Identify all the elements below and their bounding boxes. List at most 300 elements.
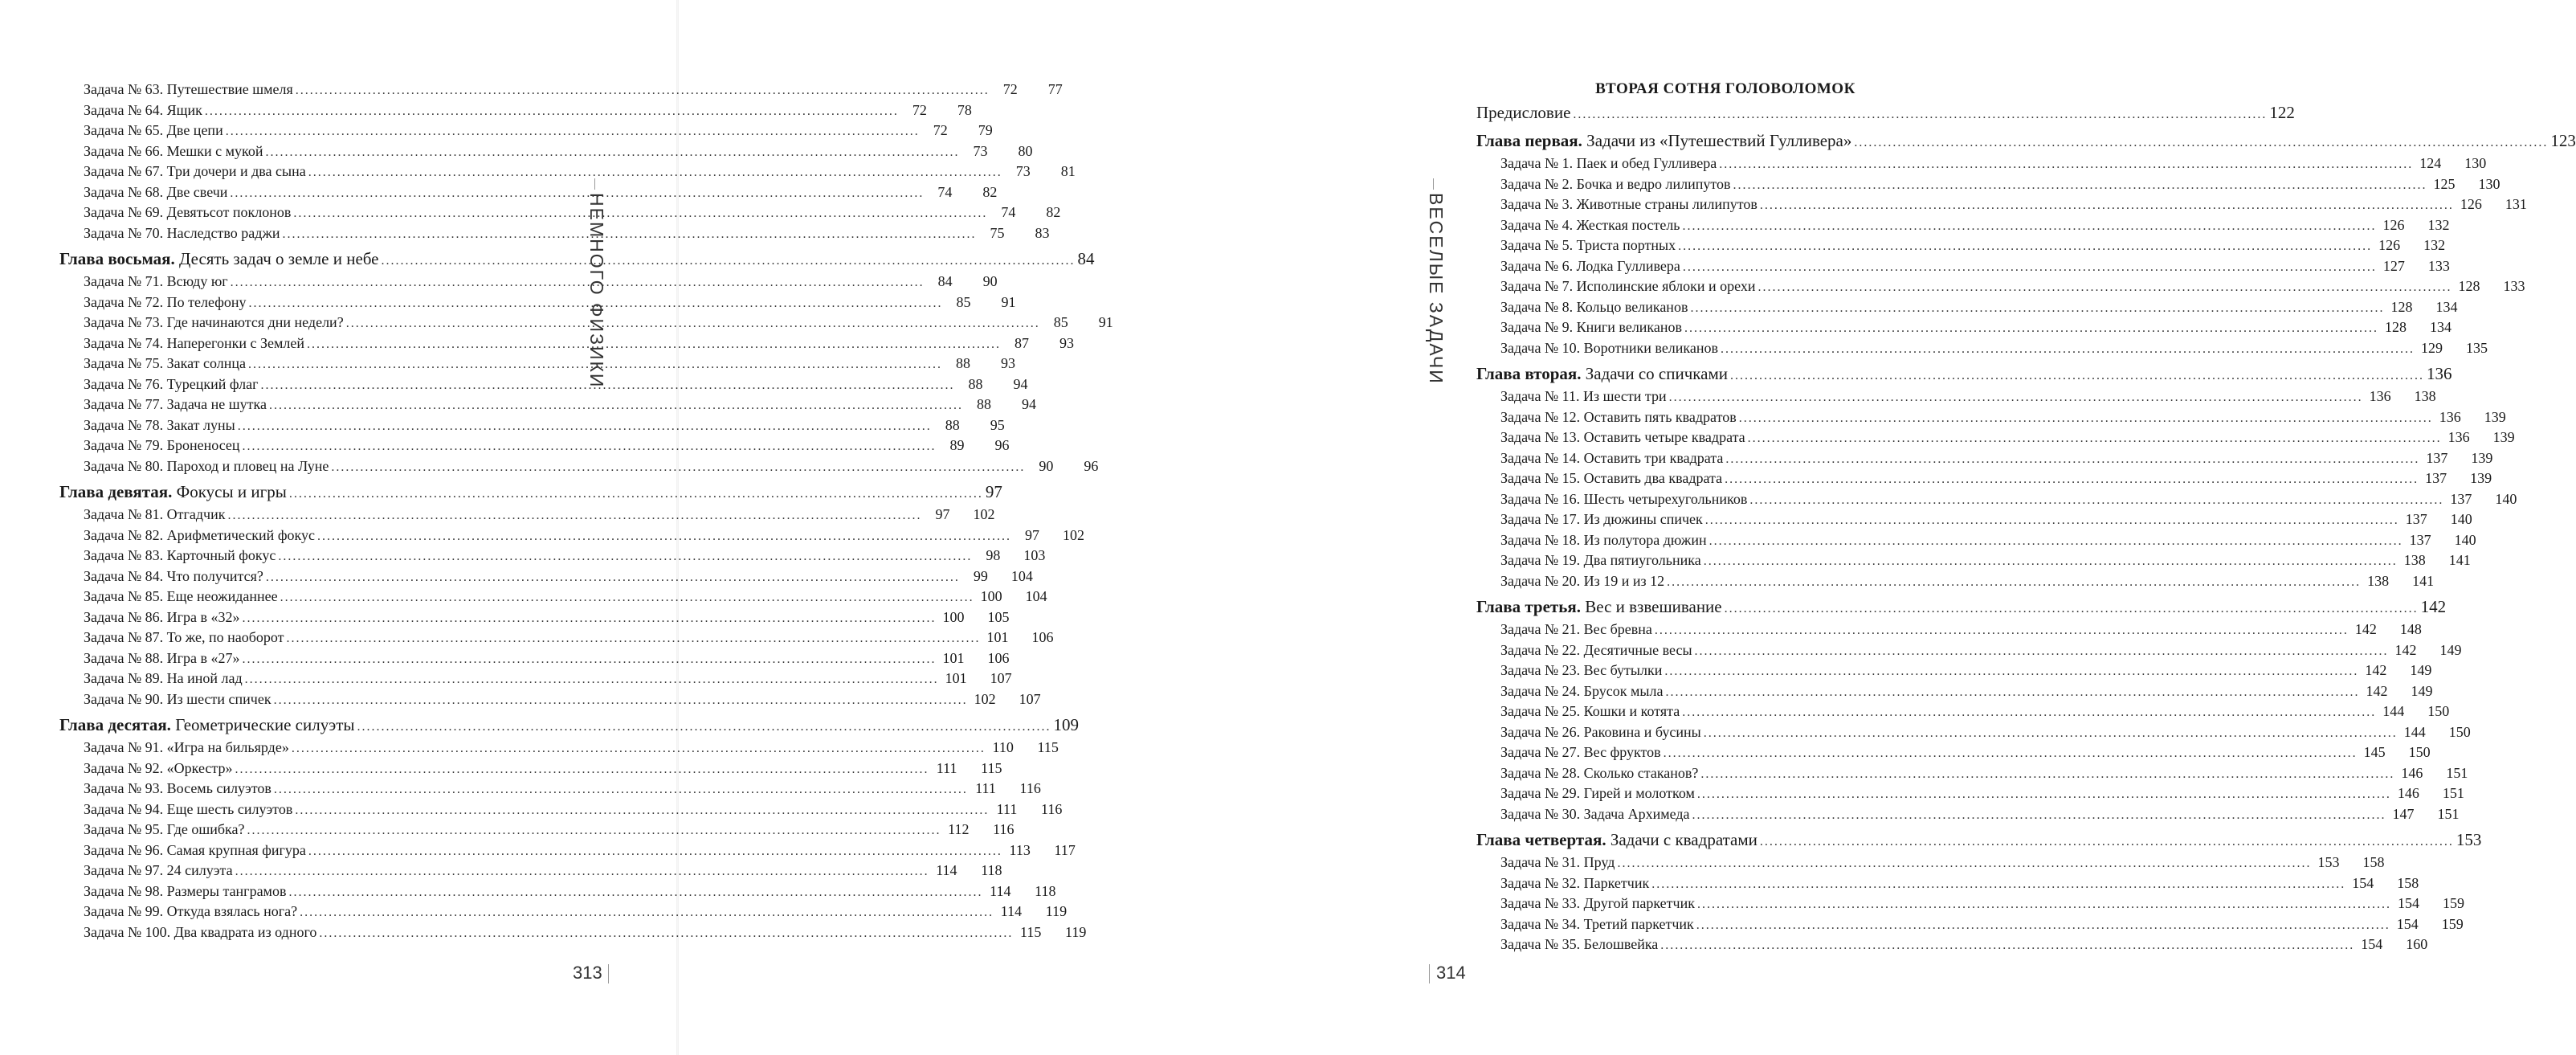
page-ref: 73 [1015, 163, 1031, 179]
answer-page-ref: 117 [1054, 841, 1076, 858]
toc-task-entry [1476, 744, 2431, 765]
toc-chapter-entry [1476, 131, 2576, 155]
right-page [679, 0, 2576, 1055]
answer-page-ref: 118 [1035, 882, 1056, 899]
entry-title: Задача № 24. Брусок мыла [1500, 682, 1664, 699]
dot-leader [1851, 136, 2550, 150]
toc-task-entry [59, 629, 1054, 650]
page-ref: 111 [996, 800, 1018, 817]
entry-title: Задача № 70. Наследство раджи [84, 224, 280, 241]
entry-title: Задача № 63. Путешествие шмеля [84, 81, 293, 97]
page-ref: 72 [1002, 81, 1018, 97]
page-ref: 126 [2460, 196, 2482, 212]
dot-leader [1662, 664, 2361, 679]
answer-page-ref: 96 [1084, 457, 1099, 474]
table-of-contents [1476, 80, 2576, 957]
page-ref: 73 [973, 142, 988, 159]
answer-page-ref: 116 [1019, 780, 1041, 796]
answer-page-ref: 91 [1001, 293, 1016, 310]
toc-task-entry [59, 526, 1084, 548]
entry-title: Задача № 5. Триста портных [1500, 237, 1676, 253]
entry-title [59, 249, 379, 269]
answer-page-ref: 135 [2466, 339, 2488, 356]
left-page [0, 0, 1113, 1055]
dot-leader [1663, 685, 2362, 700]
toc-task-entry [1476, 764, 2468, 786]
toc-task-entry [59, 204, 1061, 225]
dot-leader [1698, 767, 2397, 782]
toc-task-entry [1476, 662, 2432, 683]
answer-page-ref: 139 [2484, 408, 2506, 425]
toc-task-entry [1476, 531, 2476, 553]
page-number: 313 [573, 963, 602, 983]
page-ref: 153 [2456, 830, 2482, 849]
page-ref: 146 [2401, 764, 2423, 781]
toc-chapter-entry [1476, 364, 2452, 388]
section-title: ВТОРАЯ СОТНЯ ГОЛОВОЛОМОК [1595, 80, 1855, 97]
dot-leader [1745, 431, 2444, 446]
dot-leader [1722, 472, 2421, 487]
page-ref: 72 [912, 101, 927, 118]
page-ref: 88 [976, 396, 991, 412]
toc-task-entry [1476, 449, 2493, 471]
dot-leader [1692, 644, 2391, 659]
entry-title: Задача № 89. На иной лад [84, 670, 243, 686]
page-ref: 72 [933, 122, 948, 138]
page-ref: 74 [1001, 204, 1016, 220]
entry-title: Задача № 69. Девятьсот поклонов [84, 204, 292, 220]
page-ref: 101 [986, 629, 1009, 645]
toc-task-entry [1476, 572, 2435, 594]
toc-chapter-entry [1476, 830, 2482, 854]
toc-task-entry [1476, 155, 2487, 176]
answer-page-ref: 94 [1013, 375, 1028, 392]
answer-page-ref: 95 [990, 416, 1005, 433]
dot-leader [1718, 342, 2417, 357]
page-ref: 142 [2366, 682, 2388, 699]
toc-task-entry [59, 800, 1063, 822]
toc-task-entry [59, 690, 1041, 712]
running-head: ВЕСЕЛЫЕ ЗАДАЧИ [1426, 193, 1447, 385]
toc-task-entry [1476, 785, 2464, 806]
chapter-number: Глава девятая. [59, 482, 173, 501]
dot-leader [1717, 157, 2415, 172]
page-ref: 101 [945, 670, 967, 686]
toc-preface-entry [1476, 103, 2295, 127]
answer-page-ref: 140 [2495, 490, 2517, 507]
toc-task-entry [1476, 805, 2460, 827]
page-ref: 138 [2367, 572, 2390, 589]
entry-title: Задача № 86. Игра в «32» [84, 608, 240, 625]
toc-task-entry [59, 457, 1099, 479]
toc-task-entry [1476, 216, 2450, 238]
answer-page-ref: 151 [2446, 764, 2468, 781]
entry-title: Задача № 16. Шесть четырехугольников [1500, 490, 1748, 507]
entry-title: Задача № 93. Восемь силуэтов [84, 780, 271, 796]
entry-title: Задача № 35. Белошвейка [1500, 936, 1659, 952]
page-ref: 100 [942, 608, 965, 625]
entry-title [1476, 131, 1851, 151]
page-ref: 129 [2421, 339, 2443, 356]
toc-task-entry [1476, 511, 2472, 532]
page-ref: 126 [2382, 216, 2405, 233]
entry-title: Задача № 2. Бочка и ведро лилипутов [1500, 175, 1731, 192]
answer-page-ref: 106 [987, 649, 1010, 666]
answer-page-ref: 134 [2435, 298, 2458, 315]
toc-task-entry [59, 608, 1010, 630]
answer-page-ref: 151 [2437, 805, 2460, 822]
entry-title: Задача № 91. «Игра на бильярде» [84, 739, 289, 755]
dot-leader [1695, 898, 2394, 912]
toc-task-entry [1476, 175, 2500, 197]
answer-page-ref: 148 [2399, 621, 2422, 637]
dot-leader [1570, 108, 2269, 122]
answer-page-ref: 139 [2470, 470, 2492, 486]
page-ref: 85 [1053, 314, 1068, 330]
folio-rule [608, 964, 609, 983]
dot-leader [1649, 877, 2348, 892]
page-ref: 114 [1000, 903, 1023, 919]
toc-chapter-entry [59, 715, 1080, 739]
toc-chapter-entry [59, 482, 1002, 506]
answer-page-ref: 150 [2408, 744, 2431, 760]
toc-task-entry [59, 841, 1076, 863]
entry-title: Задача № 14. Оставить три квадрата [1500, 449, 1724, 466]
page-ref: 122 [2269, 103, 2295, 122]
page-ref: 88 [956, 355, 971, 371]
entry-title: Задача № 34. Третий паркетчик [1500, 915, 1694, 932]
dot-leader [1667, 391, 2366, 405]
toc-task-entry [1476, 552, 2471, 573]
answer-page-ref: 102 [1062, 526, 1084, 543]
dot-leader [1676, 239, 2374, 254]
entry-title [1476, 597, 1722, 617]
chapter-title: Задачи из «Путешествий Гулливера» [1586, 131, 1852, 150]
entry-title: Задача № 11. Из шести три [1500, 388, 1667, 404]
toc-task-entry [1476, 936, 2428, 957]
dot-leader [1682, 321, 2381, 336]
page-ref: 142 [2365, 662, 2387, 678]
page-ref: 153 [2317, 854, 2340, 870]
answer-page-ref: 82 [982, 183, 998, 200]
dot-leader [1694, 918, 2393, 933]
toc-task-entry [59, 780, 1041, 801]
entry-title [59, 482, 287, 502]
page-ref: 97 [935, 506, 950, 522]
answer-page-ref: 116 [993, 821, 1014, 837]
toc-chapter-entry [1476, 597, 2447, 621]
chapter-title: Геометрические силуэты [175, 715, 355, 734]
page-ref: 85 [956, 293, 971, 310]
answer-page-ref: 141 [2448, 552, 2471, 568]
entry-title: Задача № 1. Паек и обед Гулливера [1500, 155, 1717, 171]
chapter-number: Глава восьмая. [59, 249, 175, 268]
toc-task-entry [1476, 319, 2452, 340]
page-ref: 154 [2396, 915, 2419, 932]
entry-title: Задача № 77. Задача не шутка [84, 396, 267, 412]
page-ref: 74 [937, 183, 953, 200]
entry-title: Задача № 31. Пруд [1500, 854, 1615, 870]
page-ref: 87 [1014, 334, 1029, 351]
page-ref: 128 [2385, 319, 2407, 335]
entry-title: Задача № 95. Где ошибка? [84, 821, 245, 837]
toc-task-entry [59, 122, 993, 143]
answer-page-ref: 93 [1059, 334, 1074, 351]
page-ref: 100 [980, 588, 1002, 604]
entry-title: Задача № 26. Раковина и бусины [1500, 723, 1701, 740]
toc-task-entry [1476, 641, 2462, 663]
page-ref: 112 [948, 821, 970, 837]
entry-title: Задача № 33. Другой паркетчик [1500, 895, 1695, 911]
page-ref: 138 [2403, 552, 2426, 568]
answer-page-ref: 140 [2450, 511, 2472, 527]
answer-page-ref: 133 [2427, 257, 2450, 274]
answer-page-ref: 132 [2423, 237, 2446, 253]
entry-title: Задача № 75. Закат солнца [84, 355, 247, 371]
toc-task-entry [1476, 388, 2436, 409]
entry-title: Задача № 71. Всюду юг [84, 273, 228, 289]
entry-title: Задача № 92. «Оркестр» [84, 759, 233, 776]
toc-task-entry [1476, 257, 2450, 279]
answer-page-ref: 106 [1031, 629, 1054, 645]
entry-title: Задача № 100. Два квадрата из одного [84, 923, 317, 940]
toc-task-entry [1476, 621, 2422, 642]
dot-leader [1730, 178, 2429, 193]
entry-title: Задача № 17. Из дюжины спичек [1500, 511, 1703, 527]
running-head: НЕМНОГО ФИЗИКИ [586, 193, 607, 389]
page-ref: 125 [2433, 175, 2456, 192]
toc-task-entry [59, 649, 1010, 671]
chapter-title: Вес и взвешивание [1585, 597, 1722, 616]
answer-page-ref: 149 [2439, 641, 2462, 658]
answer-page-ref: 140 [2454, 531, 2476, 548]
toc-task-entry [1476, 237, 2446, 258]
dot-leader [1690, 808, 2389, 823]
page-ref: 136 [2426, 364, 2452, 383]
page-ref: 124 [2419, 155, 2442, 171]
entry-title: Задача № 74. Наперегонки с Землей [84, 334, 304, 351]
toc-task-entry [1476, 682, 2433, 704]
toc-task-entry [59, 759, 1002, 781]
page-ref: 142 [2394, 641, 2417, 658]
dot-leader [1703, 513, 2402, 528]
page-ref: 84 [1077, 249, 1095, 268]
entry-title: Задача № 19. Два пятиугольника [1500, 552, 1701, 568]
page-ref: 97 [985, 482, 1002, 501]
entry-title: Задача № 88. Игра в «27» [84, 649, 240, 666]
entry-title: Задача № 21. Вес бревна [1500, 621, 1652, 637]
answer-page-ref: 116 [1040, 800, 1063, 817]
toc-task-entry [59, 293, 1016, 315]
answer-page-ref: 83 [1035, 224, 1050, 241]
entry-title: Предисловие [1476, 103, 1571, 122]
page-ref: 97 [1024, 526, 1039, 543]
entry-title: Задача № 65. Две цепи [84, 122, 223, 138]
entry-title: Задача № 80. Пароход и пловец на Луне [84, 457, 329, 474]
dot-leader [1757, 198, 2456, 213]
entry-title: Задача № 30. Задача Архимеда [1500, 805, 1690, 822]
answer-page-ref: 151 [2442, 785, 2464, 801]
answer-page-ref: 139 [2492, 429, 2515, 445]
dot-leader [1652, 624, 2351, 638]
dot-leader [1728, 369, 2427, 383]
entry-title: Задача № 29. Гирей и молотком [1500, 785, 1695, 801]
page-ref: 142 [2420, 597, 2447, 616]
page-ref: 115 [1020, 923, 1042, 940]
toc-task-entry [59, 314, 1113, 335]
toc-task-entry [59, 396, 1036, 417]
answer-page-ref: 150 [2448, 723, 2471, 740]
answer-page-ref: 93 [1001, 355, 1016, 371]
answer-page-ref: 77 [1047, 81, 1063, 97]
entry-title: Задача № 20. Из 19 и из 12 [1500, 572, 1665, 589]
toc-task-entry [1476, 196, 2527, 217]
page-ref: 111 [936, 759, 957, 776]
chapter-title: Задачи со спичками [1585, 364, 1728, 383]
answer-page-ref: 132 [2427, 216, 2450, 233]
dot-leader [1723, 452, 2422, 467]
toc-task-entry [59, 547, 1046, 568]
page-ref: 128 [2390, 298, 2413, 315]
answer-page-ref: 102 [973, 506, 995, 522]
dot-leader [1701, 726, 2400, 741]
entry-title [59, 715, 355, 735]
entry-title: Задача № 66. Мешки с мукой [84, 142, 263, 159]
page-ref: 144 [2403, 723, 2426, 740]
page-ref: 102 [974, 690, 996, 707]
entry-title: Задача № 9. Книги великанов [1500, 319, 1683, 335]
answer-page-ref: 158 [2397, 874, 2419, 891]
entry-title: Задача № 32. Паркетчик [1500, 874, 1650, 891]
page-ref: 137 [2409, 531, 2431, 548]
entry-title: Задача № 18. Из полутора дюжин [1500, 531, 1707, 548]
chapter-title: Фокусы и игры [176, 482, 287, 501]
toc-task-entry [1476, 490, 2517, 512]
answer-page-ref: 94 [1021, 396, 1036, 412]
answer-page-ref: 119 [1045, 903, 1068, 919]
toc-task-entry [1476, 470, 2492, 491]
page-ref: 114 [990, 882, 1011, 899]
page-ref: 114 [936, 862, 957, 878]
entry-title: Задача № 3. Животные страны лилипутов [1500, 196, 1757, 212]
toc-task-entry [59, 334, 1074, 356]
entry-title: Задача № 90. Из шести спичек [84, 690, 271, 707]
page-ref: 84 [937, 273, 953, 289]
toc-task-entry [59, 375, 1028, 397]
toc-task-entry [59, 437, 1010, 458]
answer-page-ref: 141 [2412, 572, 2435, 589]
page-ref: 123 [2550, 131, 2576, 150]
entry-title: Задача № 7. Исполинские яблоки и орехи [1500, 278, 1756, 294]
toc-task-entry [59, 923, 1087, 945]
dot-leader [1688, 301, 2386, 316]
toc-task-entry [1476, 703, 2450, 724]
entry-title: Задача № 13. Оставить четыре квадрата [1500, 429, 1745, 445]
page-ref: 147 [2392, 805, 2415, 822]
answer-page-ref: 96 [994, 437, 1010, 453]
page-ref: 111 [975, 780, 996, 796]
answer-page-ref: 115 [1037, 739, 1059, 755]
page-ref: 101 [942, 649, 965, 666]
answer-page-ref: 160 [2406, 936, 2428, 952]
entry-title: Задача № 87. То же, по наоборот [84, 629, 284, 645]
entry-title [1476, 830, 1757, 850]
running-head-rule [1433, 178, 1434, 190]
page-ref: 136 [2447, 429, 2470, 445]
answer-page-ref: 107 [1019, 690, 1041, 707]
answer-page-ref: 139 [2471, 449, 2493, 466]
entry-title: Задача № 64. Ящик [84, 101, 202, 118]
answer-page-ref: 158 [2362, 854, 2385, 870]
answer-page-ref: 104 [1025, 588, 1047, 604]
dot-leader [1757, 835, 2456, 849]
answer-page-ref: 159 [2441, 915, 2464, 932]
chapter-title: Десять задач о земле и небе [179, 249, 379, 268]
page-ref: 99 [973, 567, 988, 584]
toc-task-entry [59, 183, 998, 205]
dot-leader [1615, 857, 2313, 871]
entry-title: Задача № 79. Броненосец [84, 437, 240, 453]
page-ref: 154 [2397, 895, 2419, 911]
entry-title: Задача № 25. Кошки и котята [1500, 703, 1680, 719]
page-ref: 126 [2378, 237, 2401, 253]
entry-title: Задача № 98. Размеры танграмов [84, 882, 287, 899]
toc-task-entry [59, 142, 1033, 164]
entry-title: Задача № 97. 24 силуэта [84, 862, 233, 878]
toc-task-entry [1476, 408, 2506, 430]
dot-leader [1680, 260, 2379, 275]
page-ref: 142 [2354, 621, 2377, 637]
toc-task-entry [59, 355, 1016, 376]
toc-task-entry [59, 567, 1033, 589]
toc-task-entry [1476, 854, 2385, 875]
toc-task-entry [59, 81, 1063, 102]
answer-page-ref: 79 [978, 122, 993, 138]
page-ref: 88 [968, 375, 983, 392]
answer-page-ref: 130 [2464, 155, 2487, 171]
entry-title: Задача № 81. Отгадчик [84, 506, 226, 522]
entry-title: Задача № 84. Что получится? [84, 567, 263, 584]
toc-task-entry [59, 224, 1050, 246]
dot-leader [1695, 787, 2394, 802]
dot-leader [1680, 219, 2379, 234]
toc-task-entry [1476, 298, 2458, 320]
answer-page-ref: 138 [2414, 388, 2436, 404]
folio-rule [1429, 964, 1430, 983]
toc-task-entry [59, 101, 972, 123]
page-ref: 127 [2382, 257, 2405, 274]
toc-task-entry [59, 416, 1005, 438]
chapter-number: Глава десятая. [59, 715, 171, 734]
toc-chapter-entry [59, 249, 1095, 273]
entry-title: Задача № 12. Оставить пять квадратов [1500, 408, 1737, 425]
dot-leader [1658, 938, 2357, 953]
toc-task-entry [59, 882, 1056, 904]
toc-task-entry [59, 506, 995, 527]
toc-task-entry [59, 588, 1047, 609]
answer-page-ref: 78 [957, 101, 972, 118]
answer-page-ref: 82 [1046, 204, 1061, 220]
running-head-rule [594, 178, 595, 190]
page-ref: 89 [949, 437, 965, 453]
page-number: 314 [1436, 963, 1466, 983]
toc-task-entry [59, 670, 1012, 691]
entry-title: Задача № 83. Карточный фокус [84, 547, 276, 563]
page-ref: 90 [1039, 457, 1054, 474]
page-ref: 145 [2363, 744, 2386, 760]
toc-task-entry [1476, 429, 2515, 450]
answer-page-ref: 119 [1065, 923, 1087, 940]
